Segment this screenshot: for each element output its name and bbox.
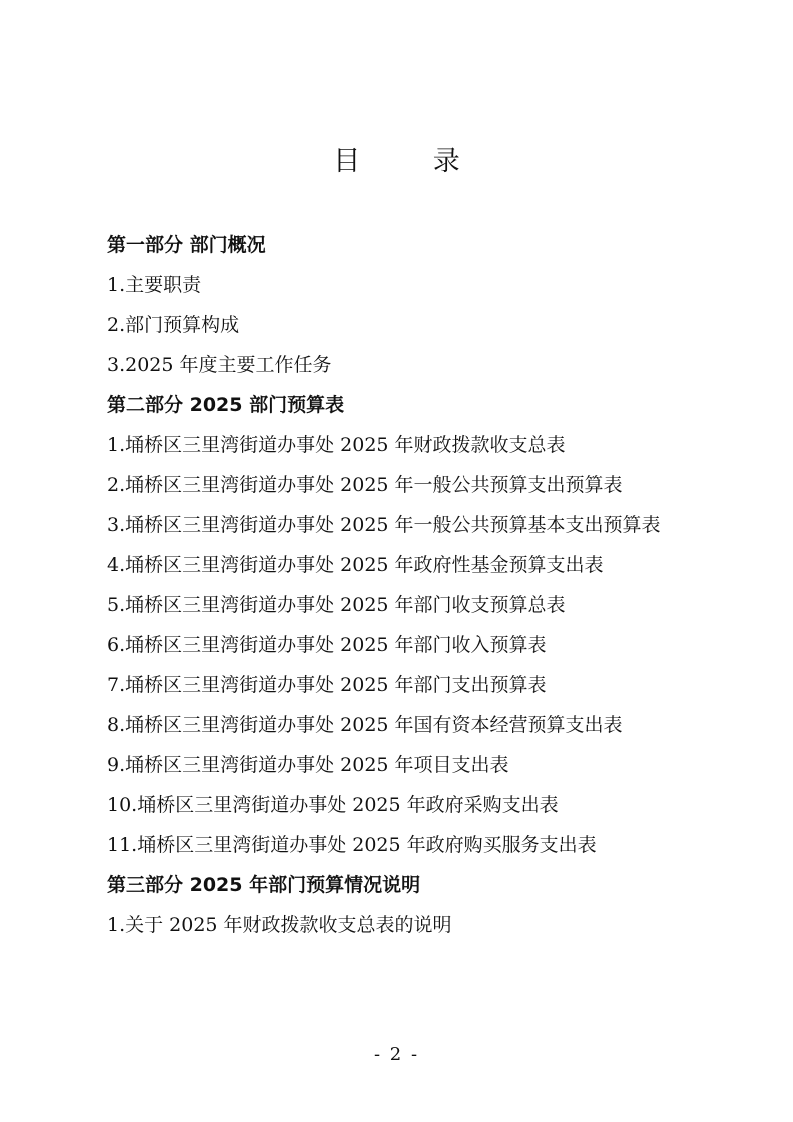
toc-entry: 1.主要职责 [107,274,202,296]
toc-entry: 6.埇桥区三里湾街道办事处 2025 年部门收入预算表 [107,634,547,656]
toc-entry: 5.埇桥区三里湾街道办事处 2025 年部门收支预算总表 [107,594,566,616]
toc-entry: 2.埇桥区三里湾街道办事处 2025 年一般公共预算支出预算表 [107,474,623,496]
toc-entry: 9.埇桥区三里湾街道办事处 2025 年项目支出表 [107,754,509,776]
toc-entry: 3.2025 年度主要工作任务 [107,354,332,376]
table-of-contents [107,225,707,945]
toc-entry: 7.埇桥区三里湾街道办事处 2025 年部门支出预算表 [107,674,547,696]
toc-entry: 3.埇桥区三里湾街道办事处 2025 年一般公共预算基本支出预算表 [107,514,661,536]
toc-section-heading: 第二部分 2025 部门预算表 [107,394,345,416]
toc-entry: 2.部门预算构成 [107,314,240,336]
toc-entry: 4.埇桥区三里湾街道办事处 2025 年政府性基金预算支出表 [107,554,604,576]
toc-section-heading: 第一部分 部门概况 [107,234,266,256]
toc-entry: 8.埇桥区三里湾街道办事处 2025 年国有资本经营预算支出表 [107,714,623,736]
page-title: 目 录 [333,146,492,177]
toc-entry: 11.埇桥区三里湾街道办事处 2025 年政府购买服务支出表 [107,834,597,856]
toc-entry: 1.关于 2025 年财政拨款收支总表的说明 [107,914,452,936]
toc-section-heading: 第三部分 2025 年部门预算情况说明 [107,874,421,896]
toc-entry: 10.埇桥区三里湾街道办事处 2025 年政府采购支出表 [107,794,559,816]
toc-entry: 1.埇桥区三里湾街道办事处 2025 年财政拨款收支总表 [107,434,566,456]
page-number: - 2 - [373,1044,420,1065]
